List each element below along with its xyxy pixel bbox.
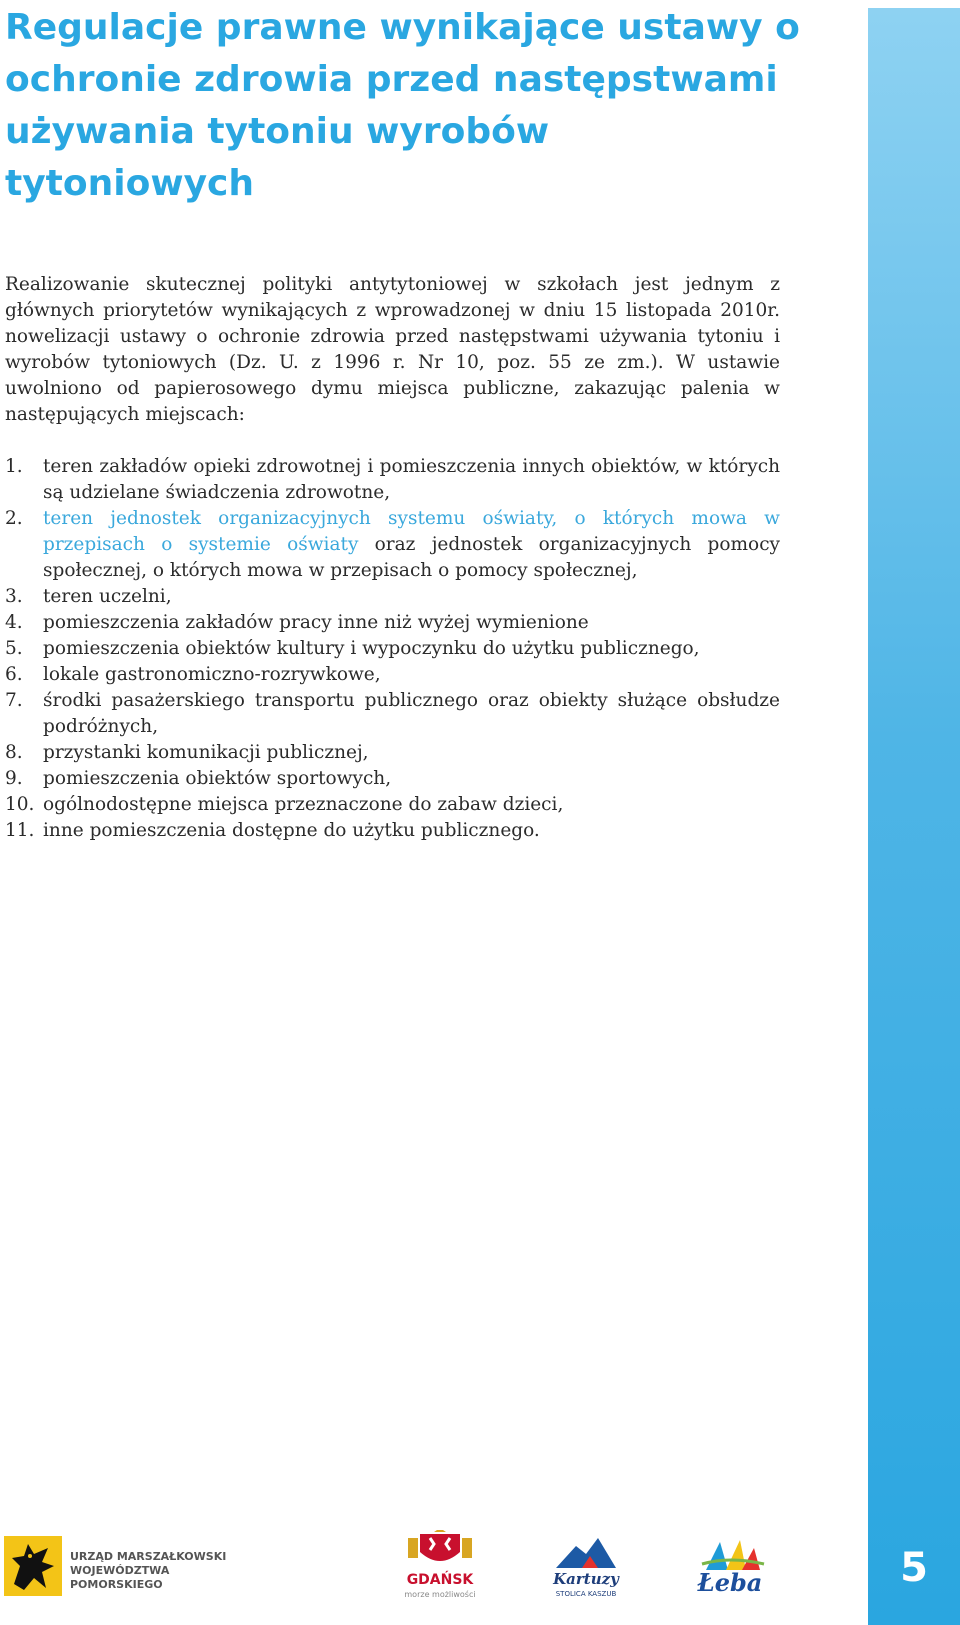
list-item-text: środki pasażerskiego transportu publicznego oraz obiekty służące obsłudze podróżnych, xyxy=(43,690,780,737)
sponsor-logos xyxy=(0,1530,860,1610)
leba-logo xyxy=(680,1538,780,1600)
list-item-number: 6. xyxy=(5,664,23,685)
list-item-number: 1. xyxy=(5,456,23,477)
list-item xyxy=(5,766,780,792)
list-item-number: 8. xyxy=(5,742,23,763)
list-item-text: teren zakładów opieki zdrowotnej i pomieszczenia innych obiektów, w których są udzielane świadczenia zdrowotne, xyxy=(43,456,780,503)
kartuzy-label: Kartuzy xyxy=(553,1570,619,1588)
marshal-office-line1: URZĄD MARSZAŁKOWSKI xyxy=(70,1550,227,1563)
list-item-highlight: teren jednostek organizacyjnych systemu oświaty, o których mowa w przepisach o systemie oświaty xyxy=(43,508,780,555)
prohibited-places-list xyxy=(5,454,780,844)
list-item-number: 7. xyxy=(5,690,23,711)
gdansk-crest-icon xyxy=(400,1530,480,1570)
list-item-text: inne pomieszczenia dostępne do użytku publicznego. xyxy=(43,820,540,841)
list-item-number: 5. xyxy=(5,638,23,659)
list-item-number: 10. xyxy=(5,794,35,815)
page-title: Regulacje prawne wynikające ustawy o ochronie zdrowia przed następstwami używania tytoniu wyrobów tytoniowych xyxy=(5,7,800,204)
list-item xyxy=(5,636,780,662)
griffin-emblem-icon xyxy=(4,1536,62,1596)
kartuzy-logo xyxy=(546,1534,626,1606)
list-item xyxy=(5,688,780,740)
list-item-number: 2. xyxy=(5,508,23,529)
list-item-text: lokale gastronomiczno-rozrywkowe, xyxy=(43,664,381,685)
list-item xyxy=(5,584,780,610)
list-item-text: pomieszczenia obiektów kultury i wypoczynku do użytku publicznego, xyxy=(43,638,700,659)
list-item xyxy=(5,454,780,506)
list-item xyxy=(5,792,780,818)
list-item xyxy=(5,818,780,844)
decorative-sidebar xyxy=(868,8,960,1625)
pomorskie-logo xyxy=(4,1536,234,1596)
list-item xyxy=(5,610,780,636)
list-item xyxy=(5,506,780,584)
list-item-number: 9. xyxy=(5,768,23,789)
marshal-office-line2: WOJEWÓDZTWA POMORSKIEGO xyxy=(70,1564,170,1591)
gdansk-logo xyxy=(400,1530,480,1606)
leba-label: Łeba xyxy=(697,1568,763,1597)
list-item-number: 4. xyxy=(5,612,23,633)
list-item-text: oraz jednostek organizacyjnych pomocy społecznej, o których mowa w przepisach o pomocy społecznej, xyxy=(43,534,781,581)
gdansk-label: GDAŃSK xyxy=(406,1572,474,1588)
kartuzy-slogan: STOLICA KASZUB xyxy=(555,1590,617,1598)
gdansk-slogan: morze możliwości xyxy=(404,1590,476,1599)
list-item-text: pomieszczenia zakładów pracy inne niż wyżej wymienione xyxy=(43,612,589,633)
list-item xyxy=(5,662,780,688)
intro-paragraph: Realizowanie skutecznej polityki antytytoniowej w szkołach jest jednym z głównych priorytetów wynikających z wprowadzonej w dniu 15 listopada 2010r. nowelizacji ustawy o ochronie zdrowia przed następstwami używania tytoniu i wyrobów tytoniowych (Dz. U. z 1996 r. Nr 10, poz. 55 ze zm.). W ustawie uwolniono od papierosowego dymu miejsca publiczne, zakazując palenia w następujących miejscach: xyxy=(5,274,780,425)
list-item-text: teren uczelni, xyxy=(43,586,172,607)
page-number: 5 xyxy=(900,1545,928,1591)
list-item-text: przystanki komunikacji publicznej, xyxy=(43,742,369,763)
list-item-number: 11. xyxy=(5,820,35,841)
leba-sail-icon xyxy=(680,1538,780,1572)
list-item-text: ogólnodostępne miejsca przeznaczone do zabaw dzieci, xyxy=(43,794,564,815)
list-item xyxy=(5,740,780,766)
list-item-text: pomieszczenia obiektów sportowych, xyxy=(43,768,392,789)
list-item-number: 3. xyxy=(5,586,23,607)
kartuzy-emblem-icon xyxy=(546,1534,626,1570)
